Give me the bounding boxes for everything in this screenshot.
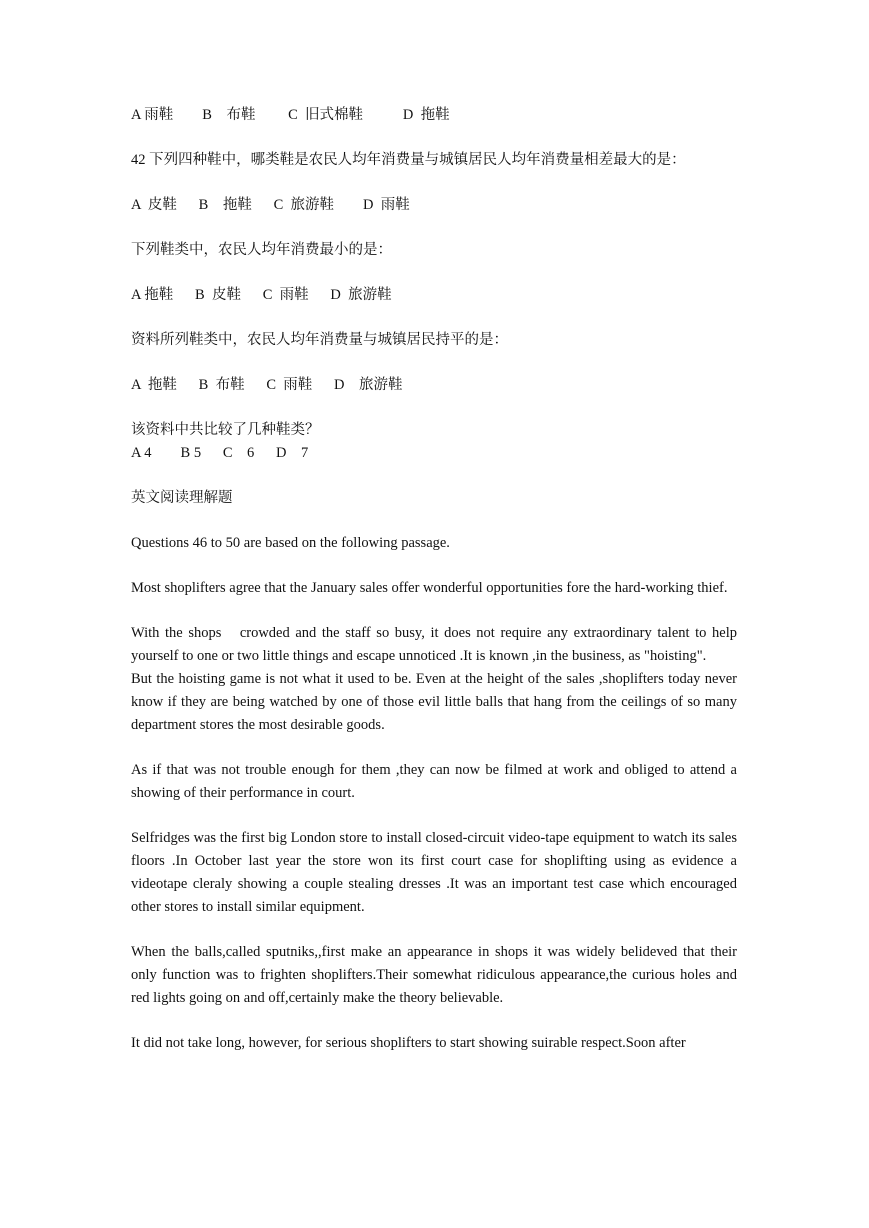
passage-paragraph-4: As if that was not trouble enough for them ,they can now be filmed at work and obliged to attend a showing of their performance in court. <box>131 762 737 801</box>
q43-option-c: C 雨鞋 <box>262 287 309 303</box>
q42-option-c: C 旅游鞋 <box>273 197 335 213</box>
passage-paragraph-7: It did not take long, however, for serious shoplifters to start showing suirable respect.Soon after <box>131 1035 686 1051</box>
q43-option-a: A 拖鞋 <box>131 287 174 303</box>
q43-options <box>131 284 737 307</box>
q45-options <box>131 442 737 465</box>
passage-paragraph-3: But the hoisting game is not what it used to be. Even at the height of the sales ,shoplifters today never know if they are being watched by one of those evil little balls that hang from the ceilings of so many department stores the most desirable goods. <box>131 671 737 733</box>
q44-option-c: C 雨鞋 <box>266 377 313 393</box>
q44-option-d: D 旅游鞋 <box>334 377 403 393</box>
q42-options <box>131 194 737 217</box>
section-title: 英文阅读理解题 <box>131 490 233 506</box>
q42-option-a: A 皮鞋 <box>131 197 177 213</box>
q45-option-c: C 6 <box>222 445 255 461</box>
q45-option-d: D 7 <box>276 445 309 461</box>
q43-option-d: D 旅游鞋 <box>330 287 392 303</box>
passage-intro: Questions 46 to 50 are based on the following passage. <box>131 535 450 551</box>
q41-options <box>131 104 737 127</box>
q44-question: 资料所列鞋类中，农民人均年消费量与城镇居民持平的是： <box>131 332 508 348</box>
q45-question: 该资料中共比较了几种鞋类？ <box>131 422 320 438</box>
document-page <box>131 104 737 1055</box>
q44-options <box>131 374 737 397</box>
q42-option-b: B 拖鞋 <box>198 197 252 213</box>
passage-paragraph-2: With the shops crowded and the staff so busy, it does not require any extraordinary talent to help yourself to one or two little things and escape unnoticed .It is known ,in the business, as "hoisting". <box>131 625 737 664</box>
q44-option-b: B 布鞋 <box>198 377 245 393</box>
q41-option-b: B 布鞋 <box>202 107 256 123</box>
passage-paragraph-5: Selfridges was the first big London store to install closed-circuit video-tape equipment to watch its sales floors .In October last year the store won its first court case for shoplifting using as evidence a videotape cleraly showing a couple stealing dresses .It was an important test case which encouraged other stores to install similar equipment. <box>131 830 737 915</box>
passage-paragraph-6: When the balls,called sputniks,,first make an appearance in shops it was widely belideved that their only function was to frighten shoplifters.Their somewhat ridiculous appearance,the curious holes and red lights going on and off,certainly make the theory believable. <box>131 944 737 1006</box>
q41-option-d: D 拖鞋 <box>402 107 450 123</box>
q45-option-b: B 5 <box>180 445 202 461</box>
q43-question: 下列鞋类中，农民人均年消费最小的是： <box>131 242 392 258</box>
q42-question: 42 下列四种鞋中，哪类鞋是农民人均年消费量与城镇居民人均年消费量相差最大的是： <box>131 152 686 168</box>
passage-paragraph-1: Most shoplifters agree that the January sales offer wonderful opportunities fore the hard-working thief. <box>131 580 728 596</box>
q41-option-a: A 雨鞋 <box>131 107 174 123</box>
q43-option-b: B 皮鞋 <box>195 287 241 303</box>
q41-option-c: C 旧式棉鞋 <box>288 107 364 123</box>
q45-option-a: A 4 <box>131 445 152 461</box>
q42-option-d: D 雨鞋 <box>363 197 410 213</box>
q44-option-a: A 拖鞋 <box>131 377 177 393</box>
